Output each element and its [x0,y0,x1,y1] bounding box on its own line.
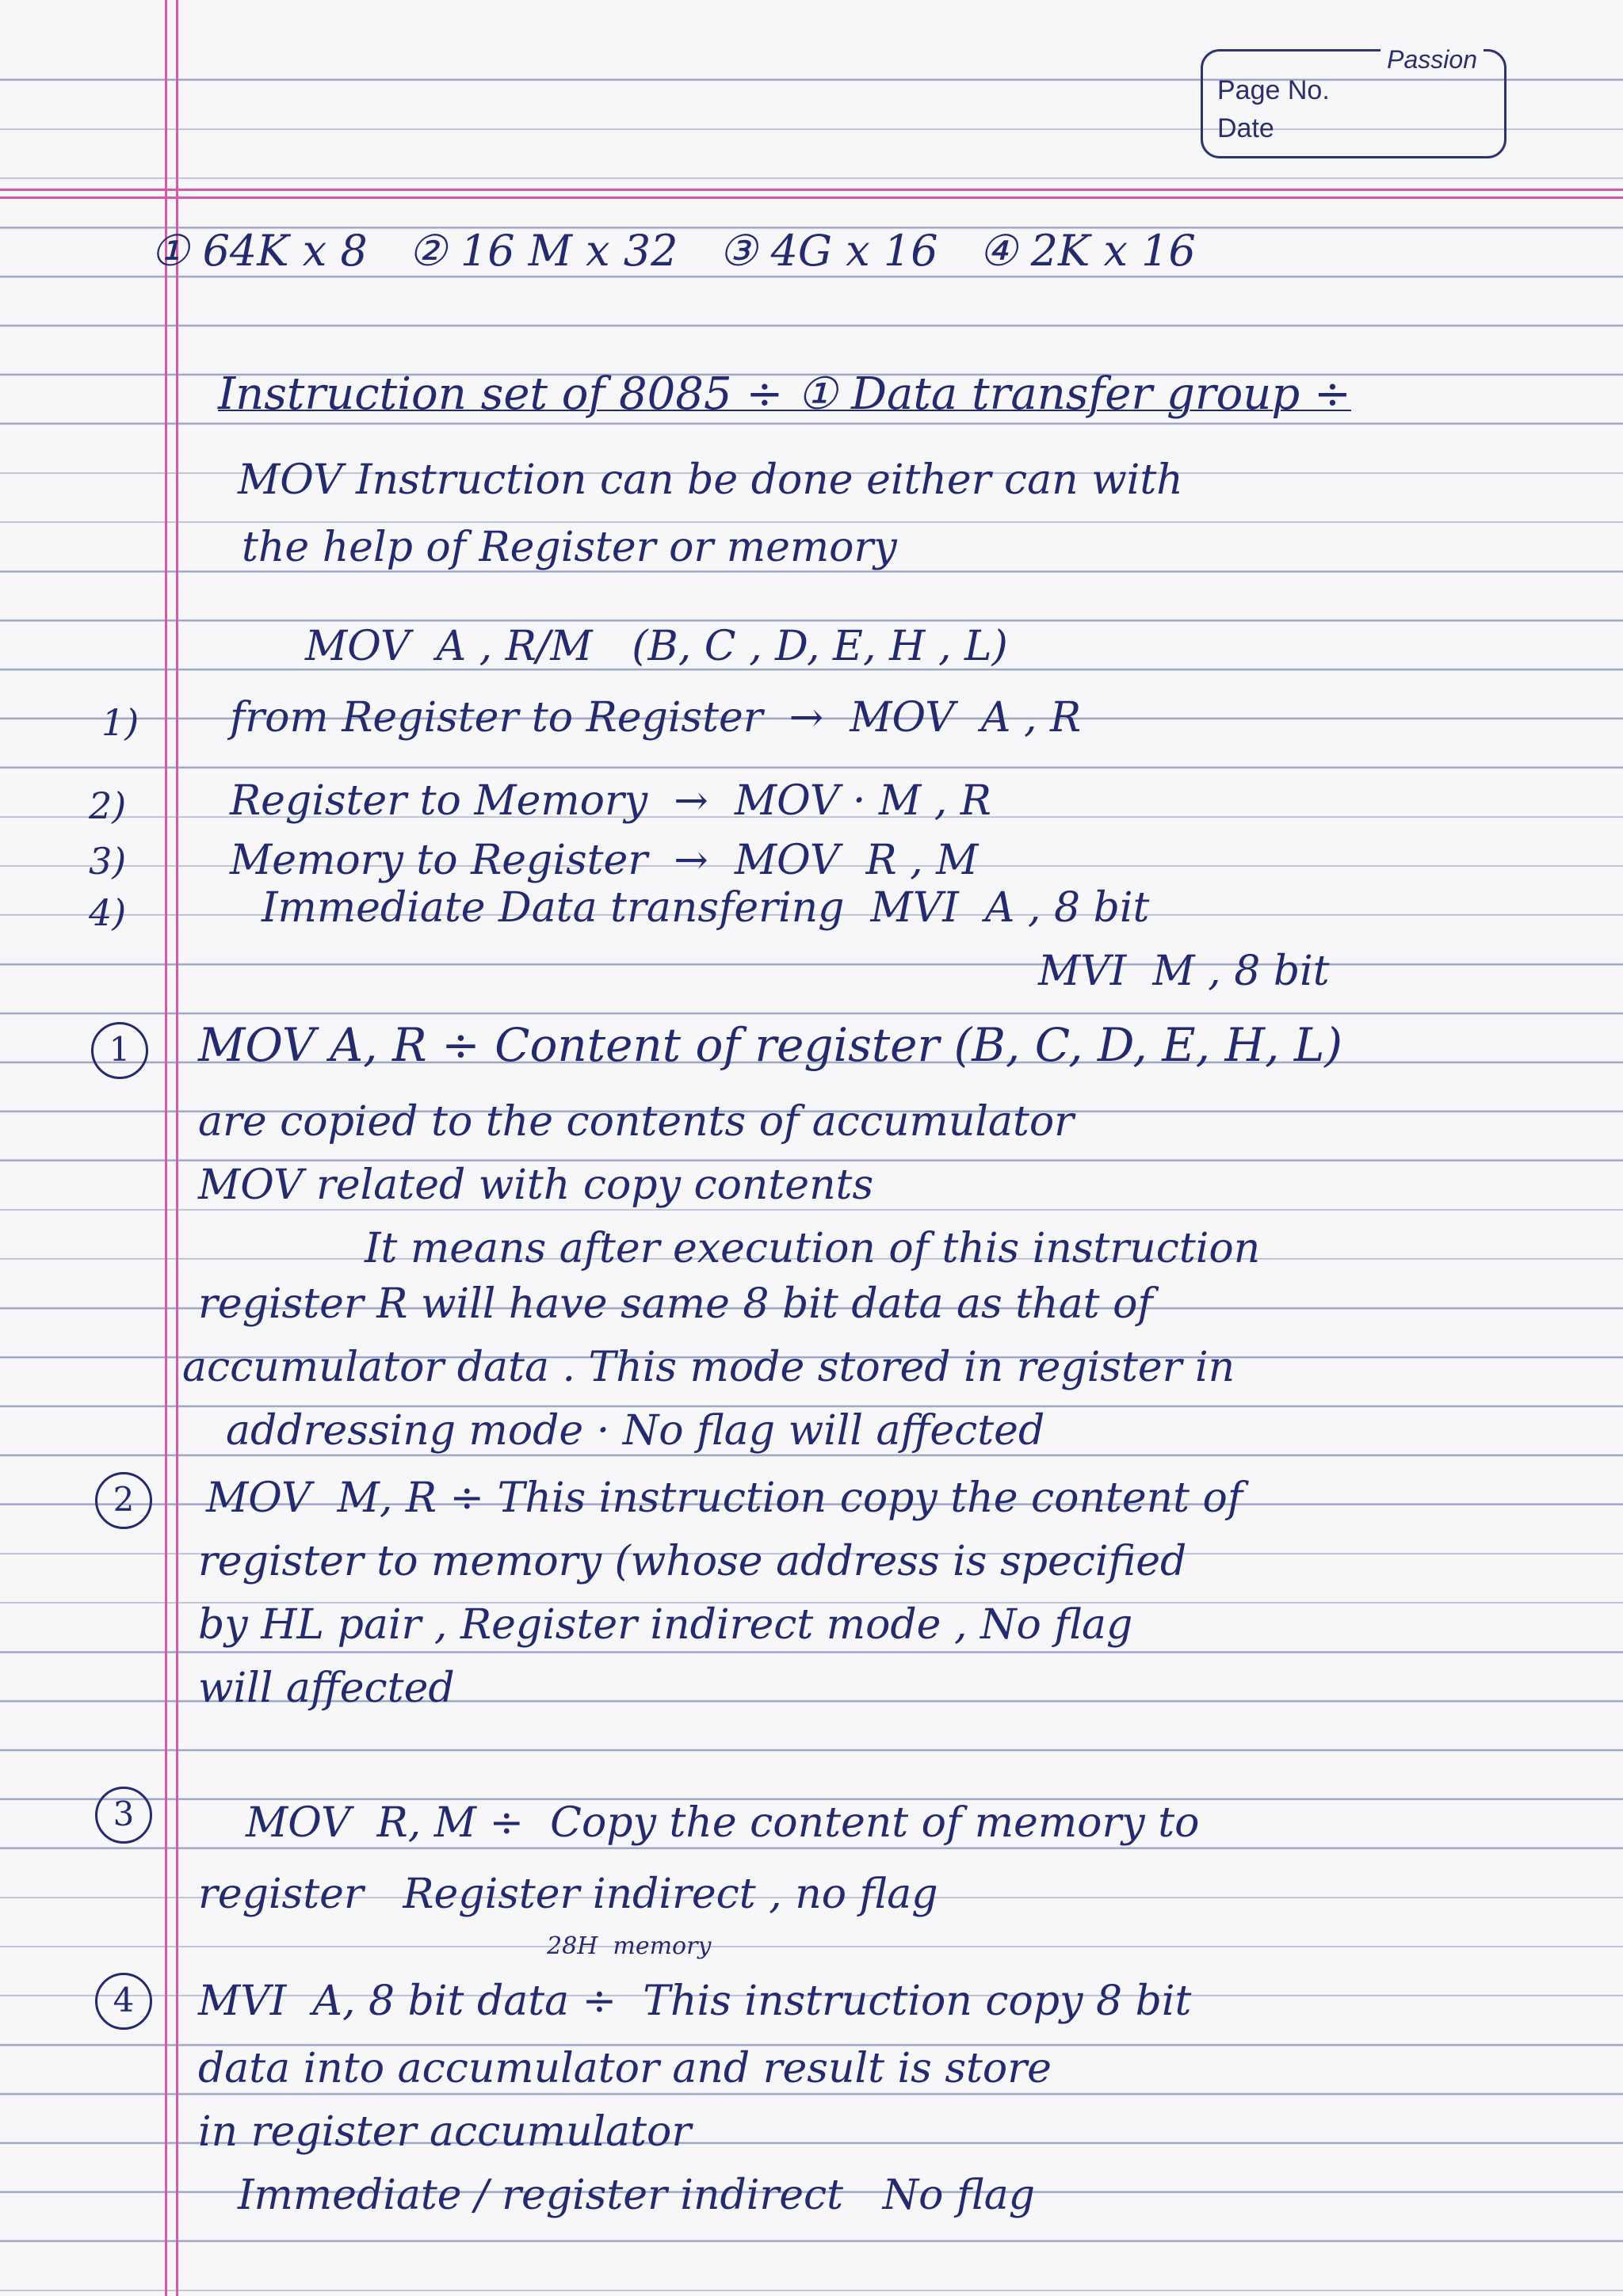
margin-line-left [165,0,167,2296]
text-line: register Register indirect , no flag [198,1871,938,1918]
list-item: Memory to Register → MOV R , M [230,837,979,884]
list-number: 1) [101,701,139,744]
text-line: MOV M, R ÷ This instruction copy the content of [206,1474,1243,1522]
text-line: in register accumulator [198,2108,692,2156]
text-line: data into accumulator and result is store [198,2045,1052,2092]
text-line: addressing mode · No flag will affected [226,1407,1045,1455]
text-line: MOV A, R ÷ Content of register (B, C, D, E, H, L) [198,1018,1343,1072]
circled-number: 2 [95,1472,152,1529]
text-line: register to memory (whose address is specified [198,1538,1187,1585]
page-stamp [1201,45,1507,158]
text-line: MOV R, M ÷ Copy the content of memory to [246,1799,1200,1847]
circled-number: 1 [91,1022,148,1079]
list-item: Immediate Data transfering MVI A , 8 bit [262,884,1150,932]
annotation: 28H memory [547,1932,712,1960]
header-line [0,189,1623,191]
text-line: register R will have same 8 bit data as that of [198,1280,1153,1328]
text-line: accumulator data . This mode stored in register in [182,1344,1235,1391]
list-item: Register to Memory → MOV · M , R [230,777,991,825]
text-line: the help of Register or memory [242,524,897,571]
header-line-2 [0,196,1623,199]
list-number: 2) [89,784,127,827]
text-line: MOV related with copy contents [198,1161,874,1209]
text-line: MOV Instruction can be done either can with [238,456,1183,504]
margin-line-left-2 [176,0,178,2296]
text-line: Immediate / register indirect No flag [238,2172,1035,2219]
heading-line: Instruction set of 8085 ÷ ① Data transfer group ÷ [218,368,1351,420]
text-line: MOV A , R/M (B, C , D, E, H , L) [305,623,1008,670]
list-number: 4) [89,891,127,934]
text-line: MVI A, 8 bit data ÷ This instruction copy 8 bit [198,1978,1192,2025]
circled-number: 4 [95,1973,152,2030]
stamp-date: Date [1217,113,1274,143]
text-line: It means after execution of this instruction [365,1225,1261,1272]
list-item: from Register to Register → MOV A , R [230,694,1082,742]
stamp-page-no: Page No. [1217,75,1330,105]
text-line: are copied to the contents of accumulator [198,1098,1075,1146]
list-item: MVI M , 8 bit [1038,948,1330,995]
text-line: by HL pair , Register indirect mode , No flag [198,1601,1133,1649]
stamp-brand: Passion [1381,45,1484,74]
list-number: 3) [89,840,127,883]
text-line: will affected [198,1665,455,1712]
circled-number: 3 [95,1787,152,1844]
memory-size-list: ① 64K x 8 ② 16 M x 32 ③ 4G x 16 ④ 2K x 16 [151,226,1196,276]
